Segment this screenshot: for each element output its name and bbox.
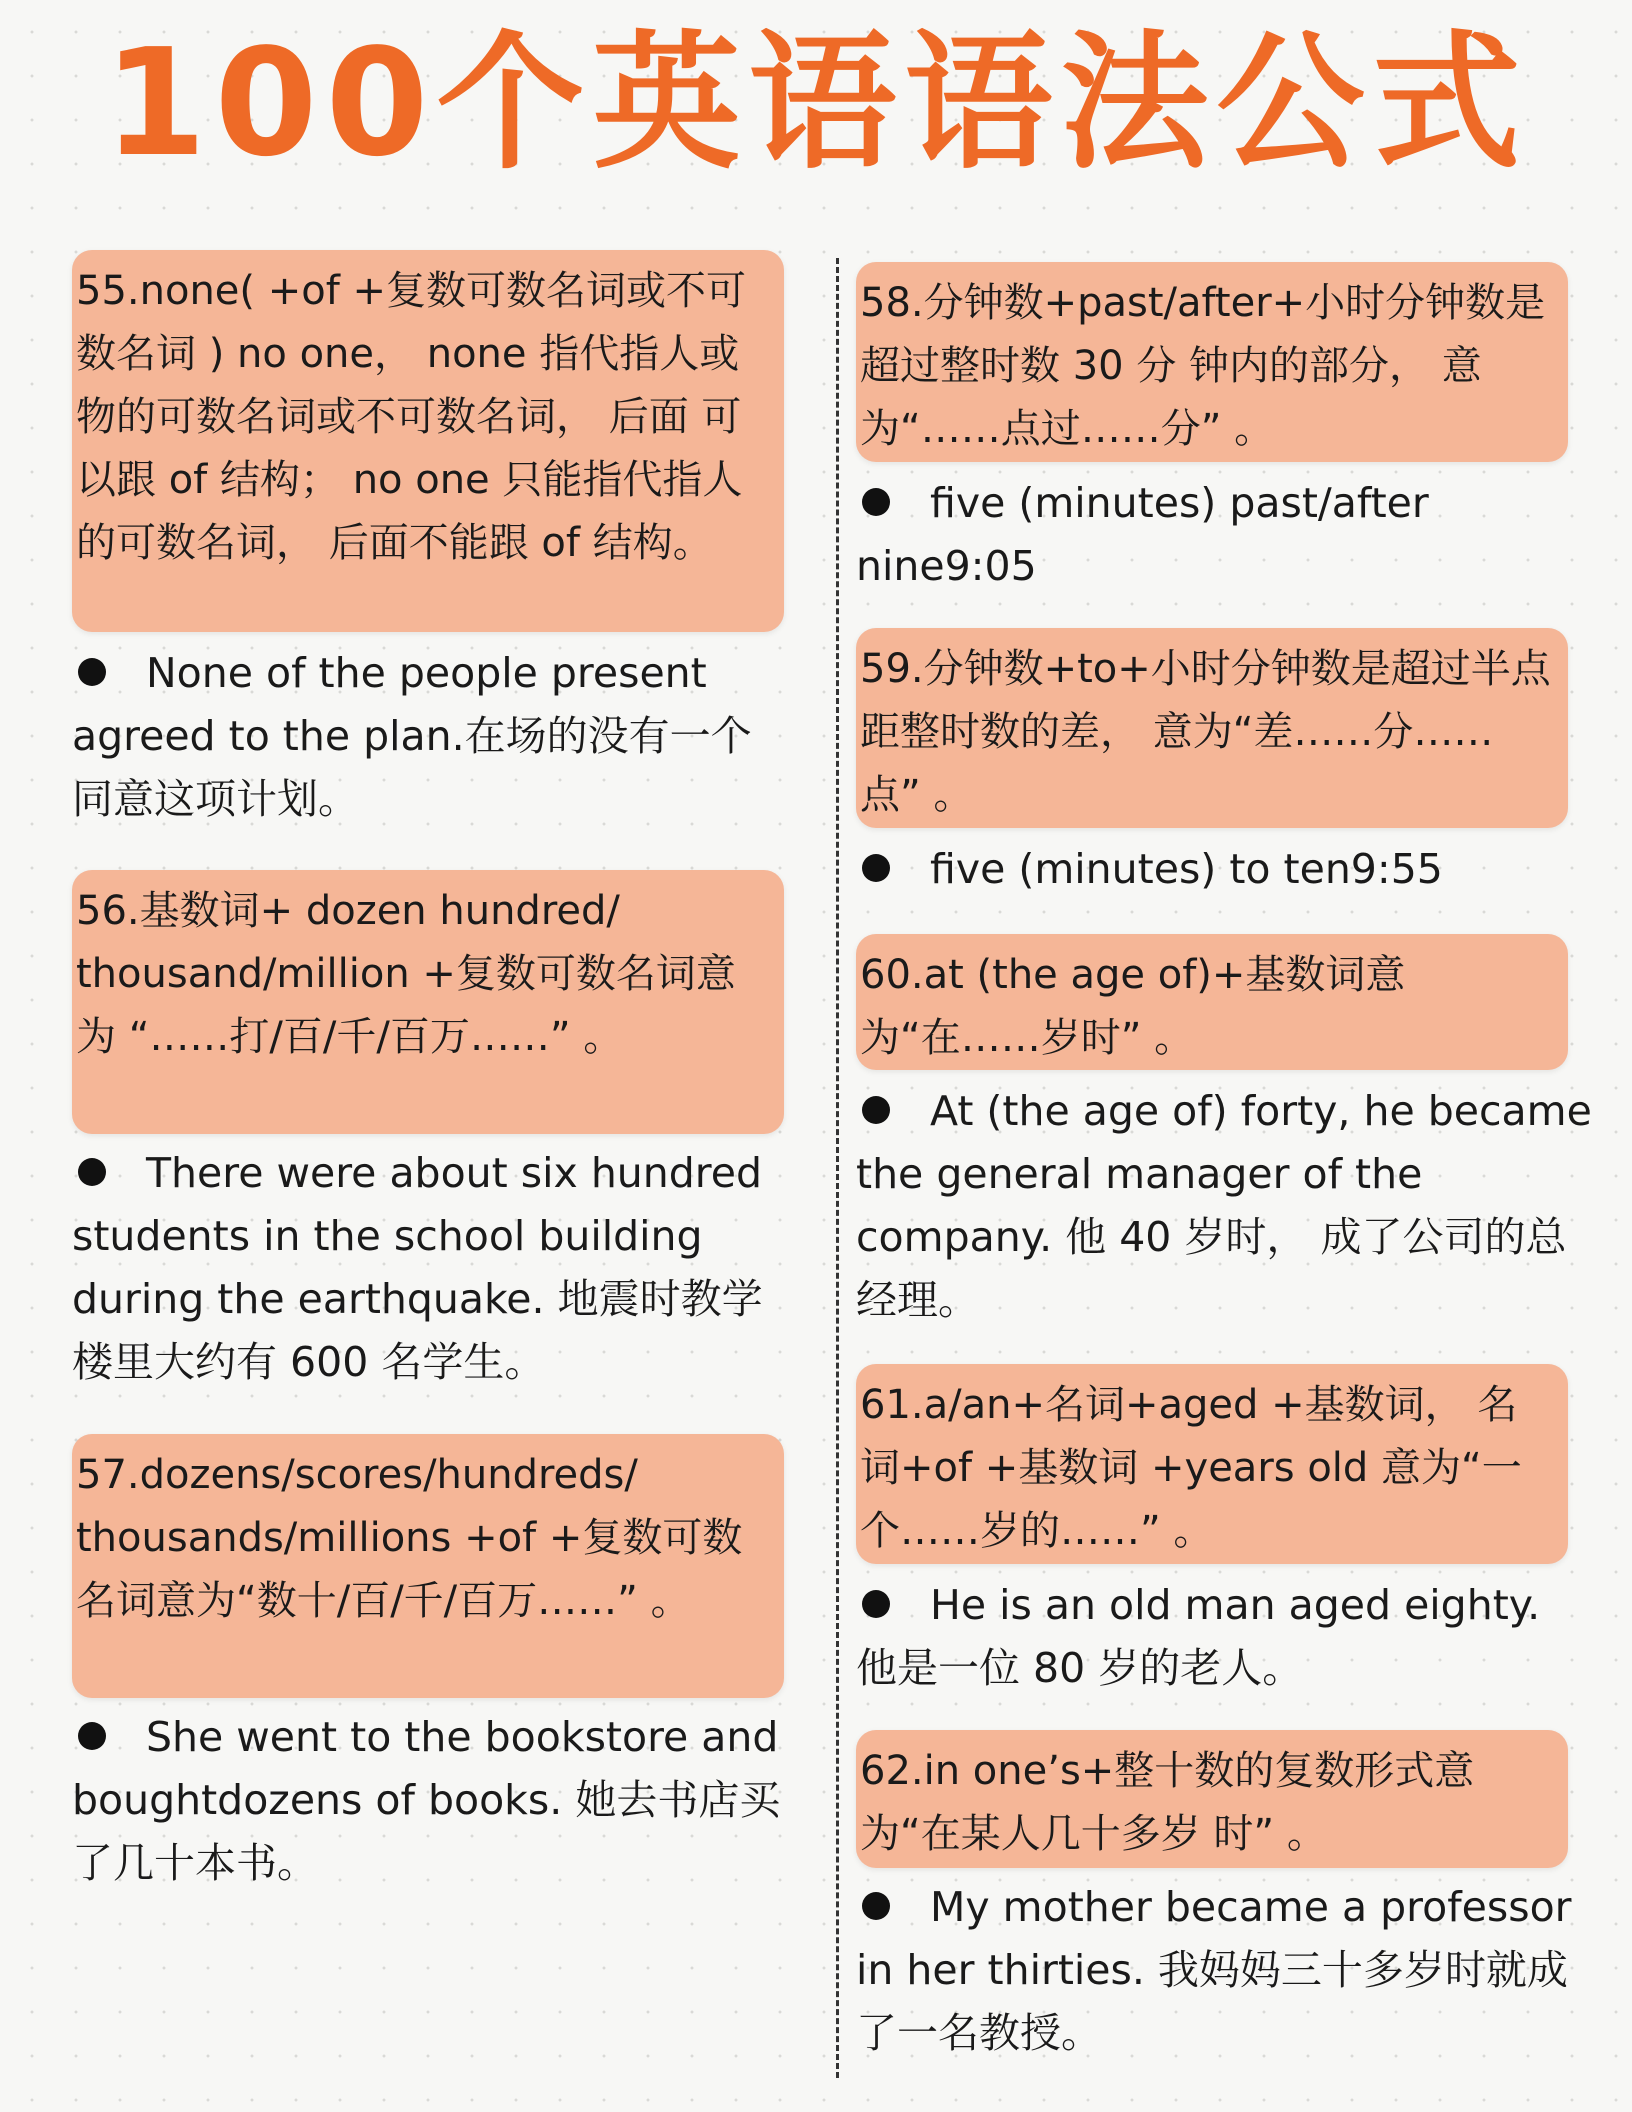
rule-box-56 <box>72 870 784 1134</box>
rule-box-59 <box>856 628 1568 828</box>
rule-text-62: 62.in one’s+整十数的复数形式意为“在某人几十多岁 时” 。 <box>860 1748 1475 1857</box>
bullet-icon <box>862 854 890 882</box>
example-57 <box>72 1706 784 1895</box>
example-text-62: My mother became a professor in her thirties. 我妈妈三十多岁时就成了一名教授。 <box>856 1883 1572 2057</box>
example-58 <box>856 472 1592 598</box>
rule-box-58 <box>856 262 1568 462</box>
rule-text-56: 56.基数词+ dozen hundred/ thousand/million +复数可数名词意为 “……打/百/千/百万……” 。 <box>76 888 736 1060</box>
example-62 <box>856 1876 1592 2065</box>
example-text-61: He is an old man aged eighty. 他是一位 80 岁的老人。 <box>856 1581 1541 1692</box>
example-text-55: None of the people present agreed to the plan.在场的没有一个同意这项计划。 <box>72 649 752 823</box>
bullet-icon <box>78 658 106 686</box>
bullet-icon <box>862 1096 890 1124</box>
column-divider <box>836 258 839 2078</box>
rule-text-61: 61.a/an+名词+aged +基数词， 名词+of +基数词 +years old 意为“一个……岁的……” 。 <box>860 1382 1522 1554</box>
rule-text-60: 60.at (the age of)+基数词意为“在……岁时” 。 <box>860 952 1406 1061</box>
rule-box-60 <box>856 934 1568 1070</box>
example-text-57: She went to the bookstore and boughtdozens of books. 她去书店买了几十本书。 <box>72 1713 781 1887</box>
rule-box-55 <box>72 250 784 632</box>
example-55 <box>72 642 784 831</box>
example-61 <box>856 1574 1592 1700</box>
rule-text-55: 55.none( +of +复数可数名词或不可数名词 ) no one， none 指代指人或物的可数名词或不可数名词， 后面 可以跟 of 结构； no one 只能指代指人的可数名词， 后面不能跟 of 结构。 <box>76 268 747 566</box>
example-text-58: five (minutes) past/after nine9:05 <box>856 479 1429 590</box>
example-text-60: At (the age of) forty, he became the general manager of the company. 他 40 岁时， 成了公司的总经理。 <box>856 1087 1592 1324</box>
rule-text-58: 58.分钟数+past/after+小时分钟数是超过整时数 30 分 钟内的部分， 意为“……点过……分” 。 <box>860 280 1546 452</box>
rule-text-57: 57.dozens/scores/hundreds/ thousands/millions +of +复数可数名词意为“数十/百/千/百万……” 。 <box>76 1452 743 1624</box>
example-text-59: five (minutes) to ten9:55 <box>930 845 1443 893</box>
rule-box-57 <box>72 1434 784 1698</box>
bullet-icon <box>862 1892 890 1920</box>
bullet-icon <box>78 1722 106 1750</box>
bullet-icon <box>78 1158 106 1186</box>
bullet-icon <box>862 488 890 516</box>
rule-text-59: 59.分钟数+to+小时分钟数是超过半点距整时数的差， 意为“差……分……点” 。 <box>860 646 1551 818</box>
example-60 <box>856 1080 1592 1332</box>
example-text-56: There were about six hundred students in the school building during the earthquake. 地震时教学楼里大约有 600 名学生。 <box>72 1149 763 1386</box>
rule-box-62 <box>856 1730 1568 1868</box>
example-59 <box>856 838 1592 901</box>
rule-box-61 <box>856 1364 1568 1564</box>
example-56 <box>72 1142 784 1394</box>
page-title: 100个英语语法公式 <box>103 17 1529 189</box>
bullet-icon <box>862 1590 890 1618</box>
